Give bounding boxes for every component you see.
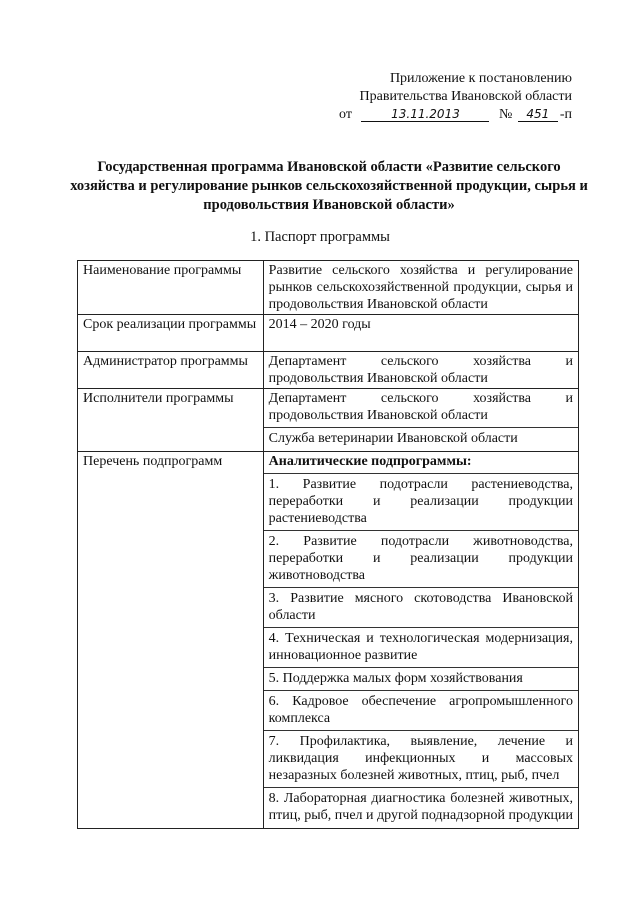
- appendix-line-2: Правительства Ивановской области: [359, 89, 572, 104]
- blank-line: [269, 333, 573, 350]
- subprogram-item: 6. Кадровое обеспечение агропромышленного комплекса: [264, 690, 578, 730]
- subprogram-item: 4. Техническая и технологическая модернизация, инновационное развитие: [264, 627, 578, 667]
- row-label: Срок реализации программы: [78, 315, 264, 352]
- handwritten-number: 451: [518, 107, 558, 122]
- executor-item: Служба ветеринарии Ивановской области: [264, 427, 578, 450]
- row-label: Администратор программы: [78, 352, 264, 389]
- table-row: [78, 261, 579, 315]
- term-value: 2014 – 2020 годы: [268, 317, 371, 332]
- number-suffix: -п: [559, 107, 572, 122]
- table-row: [78, 352, 579, 389]
- executor-item: Департамент сельского хозяйства и продовольствия Ивановской области: [268, 391, 573, 423]
- section-title: 1. Паспорт программы: [250, 229, 390, 245]
- table-row: [78, 452, 579, 829]
- number-label: №: [498, 107, 513, 122]
- row-label: Перечень подпрограмм: [78, 452, 264, 829]
- appendix-date-line: [282, 106, 572, 124]
- row-value: Департамент сельского хозяйства и продовольствия Ивановской области: [263, 352, 578, 389]
- row-value: [263, 452, 578, 829]
- document-title: Государственная программа Ивановской области «Развитие сельского хозяйства и регулирование рынков сельскохозяйственной продукции, сырья и продовольствия Ивановской области»: [70, 159, 588, 213]
- table-row: [78, 389, 579, 452]
- row-label: Исполнители программы: [78, 389, 264, 452]
- subprogram-item: 3. Развитие мясного скотоводства Ивановской области: [264, 587, 578, 627]
- subprogram-item: 7. Профилактика, выявление, лечение и ликвидация инфекционных и массовых незаразных болезней животных, птиц, рыб, пчел: [264, 730, 578, 787]
- row-value: [263, 315, 578, 352]
- row-value: Развитие сельского хозяйства и регулирование рынков сельскохозяйственной продукции, сырья и продовольствия Ивановской области: [263, 261, 578, 315]
- appendix-header: [282, 70, 572, 124]
- passport-table: [77, 260, 579, 829]
- appendix-line-1: Приложение к постановлению: [389, 71, 572, 86]
- subprogram-item: 8. Лабораторная диагностика болезней животных, птиц, рыб, пчел и другой поднадзорной продукции: [264, 787, 578, 827]
- subprogram-item: 5. Поддержка малых форм хозяйствования: [264, 667, 578, 690]
- row-value: [263, 389, 578, 452]
- subprogram-item: 1. Развитие подотрасли растениеводства, переработки и реализации продукции растениеводства: [264, 473, 578, 530]
- handwritten-date: 13.11.2013: [361, 107, 489, 122]
- subprogram-item: 2. Развитие подотрасли животноводства, переработки и реализации продукции животноводства: [264, 530, 578, 587]
- row-label: Наименование программы: [78, 261, 264, 315]
- subprogram-heading: Аналитические подпрограммы:: [268, 454, 472, 469]
- from-label: от: [339, 107, 352, 122]
- table-row: [78, 315, 579, 352]
